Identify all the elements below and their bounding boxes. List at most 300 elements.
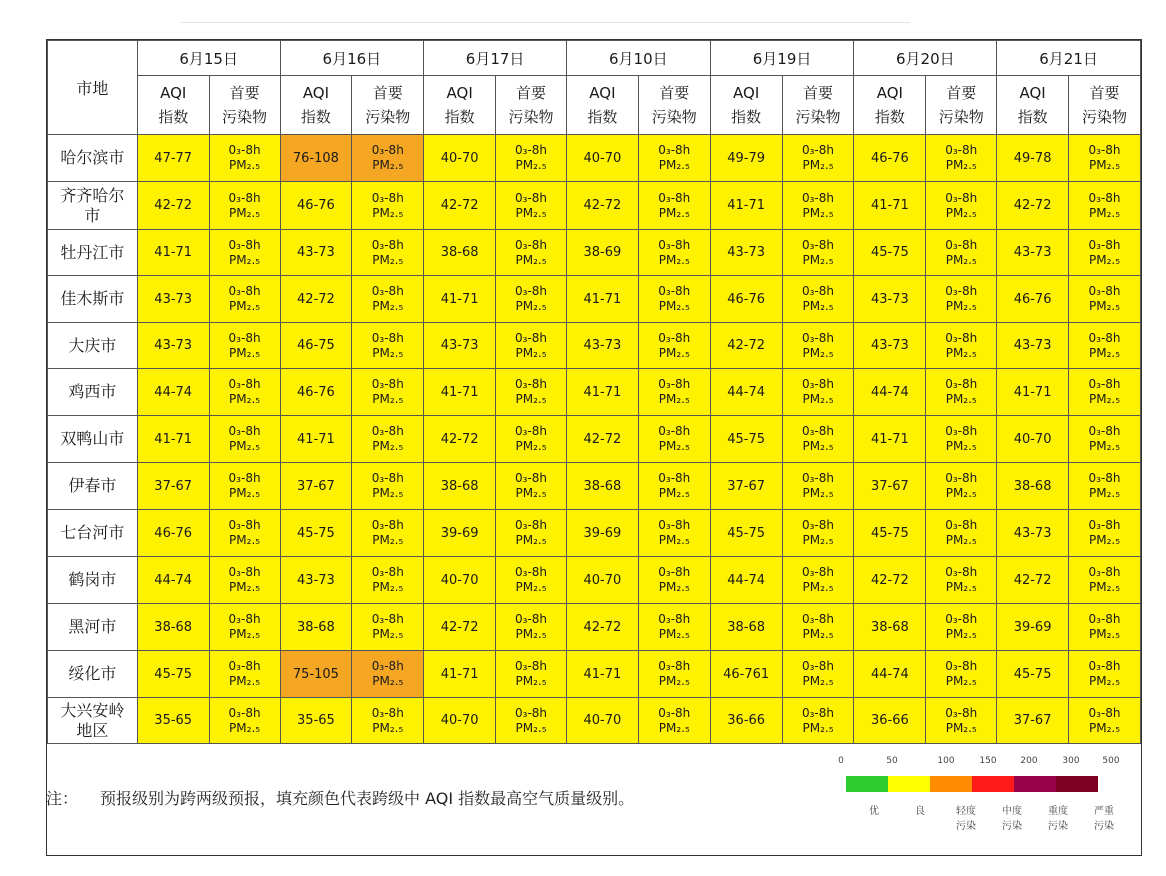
text-line: PM₂.₅	[229, 345, 261, 360]
pollutant-cell	[782, 510, 854, 557]
text-line: PM₂.₅	[515, 674, 547, 688]
pollutant-cell	[638, 604, 710, 651]
text-line: 0₃-8h	[945, 237, 978, 252]
aqi-range-cell: 42-72	[566, 182, 638, 230]
date-header: 6月19日	[710, 41, 854, 76]
legend-level-label	[946, 804, 986, 834]
legend-level-label	[854, 804, 894, 819]
aqi-range-cell: 41-71	[710, 182, 782, 230]
text-line: 0₃-8h	[658, 565, 691, 579]
pollutant-cell	[209, 698, 280, 744]
text-line: 0₃-8h	[515, 330, 548, 345]
aqi-range-cell: 41-71	[424, 369, 496, 416]
text-line: PM₂.₅	[372, 205, 404, 220]
text-line: 0₃-8h	[515, 705, 548, 720]
aqi-range-cell: 76-108	[280, 135, 352, 182]
pollutant-cell	[1069, 463, 1141, 510]
text-line: 0₃-8h	[371, 471, 404, 485]
aqi-range-cell: 40-70	[566, 135, 638, 182]
aqi-range-cell: 44-74	[710, 557, 782, 604]
text-line: PM₂.₅	[229, 486, 261, 500]
text-line: 0₃-8h	[1088, 471, 1121, 485]
text-line: PM₂.₅	[802, 158, 834, 172]
city-name-cell	[48, 230, 138, 276]
table-row	[48, 276, 1141, 323]
text-line: PM₂.₅	[802, 580, 834, 594]
city-name-cell	[48, 557, 138, 604]
text-line: PM₂.₅	[515, 627, 547, 641]
text-line: 0₃-8h	[371, 659, 404, 673]
text-line: PM₂.₅	[945, 627, 977, 641]
pollutant-cell	[638, 557, 710, 604]
text-line: PM₂.₅	[515, 392, 547, 406]
date-header: 6月21日	[997, 41, 1141, 76]
text-line: 0₃-8h	[515, 659, 548, 673]
text-line: PM₂.₅	[658, 299, 690, 313]
text-line: 大庆市	[68, 335, 117, 355]
text-line: PM₂.₅	[372, 345, 404, 360]
aqi-color-legend	[819, 756, 1119, 836]
aqi-range-cell: 39-69	[566, 510, 638, 557]
aqi-range-cell: 43-73	[854, 276, 926, 323]
table-row	[48, 698, 1141, 744]
text-line: PM₂.₅	[515, 158, 547, 172]
text-line: 黑河市	[68, 617, 117, 636]
aqi-range-cell: 35-65	[137, 698, 209, 744]
pollutant-cell	[209, 230, 280, 276]
text-line: 0₃-8h	[228, 424, 261, 438]
legend-level-label	[900, 804, 940, 819]
text-line: PM₂.₅	[515, 580, 547, 594]
pollutant-cell	[1069, 323, 1141, 369]
table-row	[48, 135, 1141, 182]
text-line: 0₃-8h	[1088, 237, 1121, 252]
aqi-range-cell: 46-75	[280, 323, 352, 369]
pollutant-cell	[638, 182, 710, 230]
text-line: 0₃-8h	[515, 612, 548, 626]
pollutant-cell	[352, 557, 424, 604]
city-name-cell	[48, 651, 138, 698]
pollutant-cell	[352, 651, 424, 698]
aqi-range-cell: 41-71	[424, 276, 496, 323]
text-line: PM₂.₅	[945, 486, 977, 500]
aqi-range-cell: 42-72	[854, 557, 926, 604]
text-line: 0₃-8h	[945, 284, 978, 298]
pollutant-cell	[352, 323, 424, 369]
aqi-index-header	[997, 76, 1069, 135]
text-line: 0₃-8h	[228, 143, 261, 157]
text-line: 0₃-8h	[801, 659, 834, 673]
text-line: 0₃-8h	[658, 424, 691, 438]
text-line: 0₃-8h	[945, 471, 978, 485]
date-header: 6月15日	[137, 41, 280, 76]
text-line: PM₂.₅	[802, 345, 834, 360]
aqi-range-cell: 36-66	[710, 698, 782, 744]
text-line: 0₃-8h	[371, 237, 404, 252]
aqi-range-cell: 38-68	[997, 463, 1069, 510]
text-line: PM₂.₅	[229, 439, 261, 453]
text-line: 0₃-8h	[945, 424, 978, 438]
aqi-range-cell: 42-72	[997, 182, 1069, 230]
text-line: PM₂.₅	[1089, 580, 1121, 594]
aqi-range-cell: 39-69	[997, 604, 1069, 651]
text-line: 0₃-8h	[945, 330, 978, 345]
aqi-range-cell: 44-74	[854, 651, 926, 698]
city-name-cell	[48, 698, 138, 744]
pollutant-cell	[1069, 230, 1141, 276]
aqi-range-cell: 46-76	[997, 276, 1069, 323]
text-line: PM₂.₅	[372, 533, 404, 547]
text-line: PM₂.₅	[658, 392, 690, 406]
aqi-range-cell: 38-69	[566, 230, 638, 276]
text-line: 优	[869, 806, 879, 817]
text-line: 0₃-8h	[228, 612, 261, 626]
pollutant-cell	[496, 182, 567, 230]
pollutant-cell	[209, 604, 280, 651]
aqi-range-cell: 45-75	[710, 416, 782, 463]
pollutant-cell	[782, 463, 854, 510]
primary-pollutant-header	[782, 76, 854, 135]
text-line: 0₃-8h	[371, 612, 404, 626]
text-line: PM₂.₅	[372, 674, 404, 688]
text-line: 0₃-8h	[801, 143, 834, 157]
aqi-range-cell: 37-67	[854, 463, 926, 510]
date-header: 6月10日	[566, 41, 710, 76]
text-line: 0₃-8h	[228, 377, 261, 391]
text-line: 0₃-8h	[801, 284, 834, 298]
pollutant-cell	[352, 369, 424, 416]
pollutant-cell	[782, 323, 854, 369]
text-line: 绥化市	[68, 664, 117, 683]
text-line: PM₂.₅	[1089, 486, 1121, 500]
aqi-range-cell: 43-73	[280, 557, 352, 604]
text-line: 大兴安岭	[60, 700, 125, 720]
text-line: PM₂.₅	[515, 345, 547, 360]
aqi-range-cell: 42-72	[566, 416, 638, 463]
pollutant-cell	[1069, 135, 1141, 182]
text-line: 0₃-8h	[801, 612, 834, 626]
text-line: 首要	[659, 84, 690, 102]
text-line: 污染	[1002, 821, 1022, 832]
text-line: 0₃-8h	[228, 705, 261, 720]
aqi-range-cell: 38-68	[424, 463, 496, 510]
text-line: 严重	[1094, 806, 1114, 817]
pollutant-cell	[926, 698, 997, 744]
city-name-cell	[48, 135, 138, 182]
text-line: 0₃-8h	[1088, 190, 1121, 205]
text-line: 首要	[1089, 84, 1120, 102]
city-name-cell	[48, 510, 138, 557]
pollutant-cell	[782, 230, 854, 276]
pollutant-cell	[638, 510, 710, 557]
pollutant-cell	[1069, 369, 1141, 416]
text-line: 指数	[731, 108, 762, 126]
text-line: 0₃-8h	[1088, 377, 1121, 391]
text-line: 0₃-8h	[515, 471, 548, 485]
text-line: PM₂.₅	[945, 533, 977, 547]
pollutant-cell	[926, 135, 997, 182]
text-line: 0₃-8h	[1088, 612, 1121, 626]
text-line: PM₂.₅	[1089, 627, 1121, 641]
text-line: PM₂.₅	[372, 252, 404, 267]
text-line: PM₂.₅	[802, 533, 834, 547]
pollutant-cell	[1069, 604, 1141, 651]
text-line: 0₃-8h	[228, 330, 261, 345]
text-line: 市	[84, 205, 101, 225]
pollutant-cell	[926, 182, 997, 230]
text-line: 0₃-8h	[945, 659, 978, 673]
aqi-range-cell: 46-76	[710, 276, 782, 323]
pollutant-cell	[496, 651, 567, 698]
table-row	[48, 463, 1141, 510]
text-line: PM₂.₅	[802, 627, 834, 641]
text-line: 七台河市	[60, 523, 125, 542]
table-row	[48, 182, 1141, 230]
aqi-range-cell: 41-71	[997, 369, 1069, 416]
pollutant-cell	[496, 276, 567, 323]
text-line: PM₂.₅	[229, 720, 261, 735]
aqi-range-cell: 43-73	[854, 323, 926, 369]
text-line: 0₃-8h	[228, 190, 261, 205]
text-line: 0₃-8h	[658, 471, 691, 485]
pollutant-cell	[209, 369, 280, 416]
pollutant-cell	[926, 604, 997, 651]
aqi-range-cell: 40-70	[424, 698, 496, 744]
pollutant-cell	[782, 557, 854, 604]
aqi-range-cell: 37-67	[280, 463, 352, 510]
text-line: 0₃-8h	[658, 284, 691, 298]
text-line: PM₂.₅	[658, 486, 690, 500]
text-line: PM₂.₅	[945, 158, 977, 172]
primary-pollutant-header	[352, 76, 424, 135]
text-line: PM₂.₅	[802, 720, 834, 735]
aqi-range-cell: 41-71	[566, 276, 638, 323]
aqi-range-cell: 45-75	[854, 510, 926, 557]
text-line: 0₃-8h	[371, 330, 404, 345]
text-line: 0₃-8h	[228, 237, 261, 252]
date-header: 6月20日	[854, 41, 997, 76]
table-row	[48, 416, 1141, 463]
text-line: 齐齐哈尔	[60, 185, 125, 205]
text-line: PM₂.₅	[1089, 252, 1121, 267]
text-line: 污染	[1048, 821, 1068, 832]
text-line: 首要	[946, 84, 977, 102]
table-row	[48, 369, 1141, 416]
pollutant-cell	[782, 276, 854, 323]
text-line: PM₂.₅	[1089, 158, 1121, 172]
text-line: 指数	[158, 108, 189, 126]
city-name-cell	[48, 416, 138, 463]
text-line: PM₂.₅	[945, 720, 977, 735]
pollutant-cell	[782, 135, 854, 182]
text-line: 0₃-8h	[801, 565, 834, 579]
text-line: PM₂.₅	[1089, 299, 1121, 313]
aqi-range-cell: 45-75	[137, 651, 209, 698]
primary-pollutant-header	[496, 76, 567, 135]
aqi-range-cell: 41-71	[854, 182, 926, 230]
text-line: 0₃-8h	[371, 377, 404, 391]
text-line: 0₃-8h	[658, 659, 691, 673]
table-row	[48, 323, 1141, 369]
text-line: 0₃-8h	[658, 377, 691, 391]
text-line: 0₃-8h	[371, 705, 404, 720]
text-line: 鸡西市	[68, 382, 117, 401]
legend-color-swatch	[930, 776, 972, 792]
text-line: PM₂.₅	[802, 299, 834, 313]
text-line: 0₃-8h	[1088, 143, 1121, 157]
pollutant-cell	[209, 323, 280, 369]
pollutant-cell	[1069, 557, 1141, 604]
aqi-range-cell: 46-76	[854, 135, 926, 182]
aqi-range-cell: 46-76	[137, 510, 209, 557]
aqi-range-cell: 45-75	[854, 230, 926, 276]
pollutant-cell	[638, 276, 710, 323]
pollutant-cell	[926, 463, 997, 510]
aqi-range-cell: 42-72	[710, 323, 782, 369]
text-line: 0₃-8h	[228, 284, 261, 298]
aqi-range-cell: 40-70	[566, 557, 638, 604]
aqi-range-cell: 43-73	[424, 323, 496, 369]
city-name-cell	[48, 604, 138, 651]
legend-color-swatch	[888, 776, 930, 792]
aqi-range-cell: 44-74	[854, 369, 926, 416]
pollutant-cell	[209, 182, 280, 230]
text-line: PM₂.₅	[802, 439, 834, 453]
legend-color-swatch	[846, 776, 888, 792]
text-line: 0₃-8h	[945, 705, 978, 720]
aqi-range-cell: 43-73	[566, 323, 638, 369]
pollutant-cell	[926, 510, 997, 557]
aqi-range-cell: 43-73	[280, 230, 352, 276]
text-line: PM₂.₅	[802, 252, 834, 267]
text-line: PM₂.₅	[515, 720, 547, 735]
pollutant-cell	[209, 651, 280, 698]
text-line: 0₃-8h	[1088, 424, 1121, 438]
text-line: 指数	[587, 108, 618, 126]
text-line: 污染物	[508, 108, 554, 126]
aqi-range-cell: 41-71	[280, 416, 352, 463]
text-line: PM₂.₅	[658, 158, 690, 172]
text-line: PM₂.₅	[229, 158, 261, 172]
legend-tick-label: 50	[886, 756, 898, 766]
pollutant-cell	[638, 416, 710, 463]
pollutant-cell	[496, 463, 567, 510]
pollutant-cell	[926, 276, 997, 323]
text-line: PM₂.₅	[229, 299, 261, 313]
text-line: 污染	[956, 821, 976, 832]
aqi-range-cell: 43-73	[997, 510, 1069, 557]
aqi-range-cell: 41-71	[137, 230, 209, 276]
pollutant-cell	[352, 182, 424, 230]
text-line: 轻度	[956, 806, 976, 817]
aqi-range-cell: 40-70	[566, 698, 638, 744]
text-line: PM₂.₅	[945, 299, 977, 313]
text-line: PM₂.₅	[1089, 345, 1121, 360]
text-line: 首要	[372, 84, 403, 102]
text-line: PM₂.₅	[229, 533, 261, 547]
text-line: PM₂.₅	[945, 439, 977, 453]
text-line: 污染物	[222, 108, 268, 126]
legend-tick-label: 0	[838, 756, 844, 766]
text-line: 污染物	[1082, 108, 1128, 126]
aqi-range-cell: 38-68	[854, 604, 926, 651]
text-line: 牡丹江市	[60, 242, 125, 262]
top-divider-line	[180, 22, 910, 23]
text-line: PM₂.₅	[658, 627, 690, 641]
text-line: 0₃-8h	[658, 612, 691, 626]
text-line: PM₂.₅	[229, 205, 261, 220]
primary-pollutant-header	[926, 76, 997, 135]
text-line: PM₂.₅	[372, 580, 404, 594]
legend-tick-label: 500	[1102, 756, 1120, 766]
pollutant-cell	[926, 557, 997, 604]
text-line: PM₂.₅	[515, 533, 547, 547]
date-header: 6月16日	[280, 41, 424, 76]
aqi-range-cell: 41-71	[854, 416, 926, 463]
pollutant-cell	[209, 557, 280, 604]
aqi-range-cell: 36-66	[854, 698, 926, 744]
text-line: 0₃-8h	[658, 237, 691, 252]
text-line: AQI	[1019, 84, 1046, 102]
text-line: 0₃-8h	[515, 518, 548, 532]
text-line: 0₃-8h	[945, 612, 978, 626]
pollutant-cell	[638, 698, 710, 744]
pollutant-cell	[926, 369, 997, 416]
pollutant-cell	[782, 651, 854, 698]
primary-pollutant-header	[1069, 76, 1141, 135]
text-line: PM₂.₅	[1089, 392, 1121, 406]
text-line: 0₃-8h	[801, 471, 834, 485]
text-line: 指数	[874, 108, 905, 126]
aqi-range-cell: 38-68	[566, 463, 638, 510]
city-column-header: 市地	[48, 41, 138, 135]
text-line: 0₃-8h	[515, 424, 548, 438]
legend-color-swatch	[1056, 776, 1098, 792]
pollutant-cell	[638, 651, 710, 698]
aqi-range-cell: 42-72	[424, 416, 496, 463]
aqi-range-cell: 44-74	[137, 369, 209, 416]
text-line: 0₃-8h	[228, 471, 261, 485]
pollutant-cell	[1069, 276, 1141, 323]
table-row	[48, 557, 1141, 604]
text-line: 首要	[516, 84, 547, 102]
aqi-range-cell: 42-72	[424, 182, 496, 230]
text-line: PM₂.₅	[945, 392, 977, 406]
text-line: 0₃-8h	[801, 377, 834, 391]
text-line: PM₂.₅	[372, 158, 404, 172]
text-line: PM₂.₅	[802, 392, 834, 406]
text-line: PM₂.₅	[372, 299, 404, 313]
pollutant-cell	[782, 416, 854, 463]
text-line: 良	[915, 806, 925, 817]
text-line: PM₂.₅	[372, 627, 404, 641]
text-line: 0₃-8h	[658, 143, 691, 157]
aqi-range-cell: 39-69	[424, 510, 496, 557]
pollutant-cell	[496, 323, 567, 369]
aqi-range-cell: 38-68	[280, 604, 352, 651]
aqi-range-cell: 42-72	[566, 604, 638, 651]
text-line: PM₂.₅	[1089, 533, 1121, 547]
city-name-cell	[48, 323, 138, 369]
text-line: AQI	[876, 84, 903, 102]
text-line: 0₃-8h	[371, 143, 404, 157]
text-line: 0₃-8h	[801, 518, 834, 532]
text-line: PM₂.₅	[229, 627, 261, 641]
footnote	[46, 786, 634, 809]
text-line: 0₃-8h	[1088, 330, 1121, 345]
table-row	[48, 230, 1141, 276]
text-line: 0₃-8h	[658, 190, 691, 205]
